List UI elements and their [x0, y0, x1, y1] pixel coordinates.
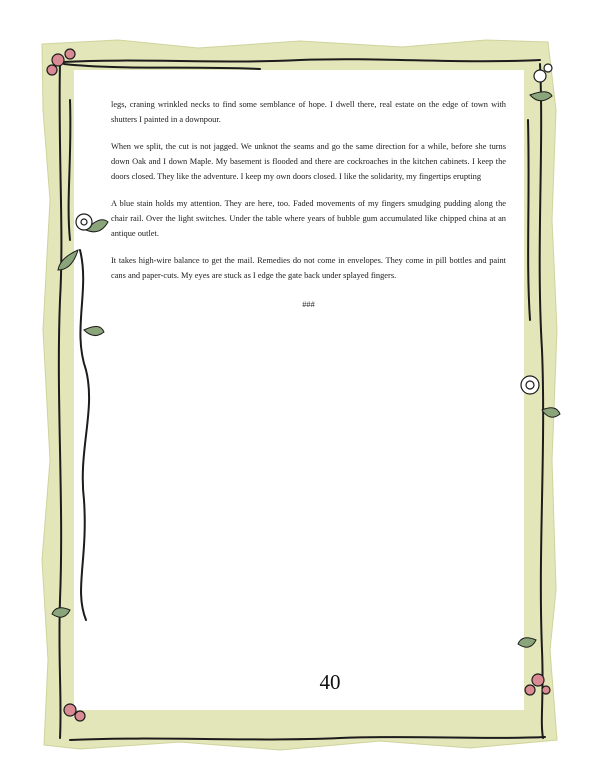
story-text: [111, 97, 506, 312]
flower-left-middle: [76, 214, 92, 230]
page-number: 40: [319, 670, 341, 694]
section-divider: ###: [302, 300, 315, 309]
paragraph-3: A blue stain holds my attention. They are here, too. Faded movements of my fingers smudging pudding along the chair rail. Over the light switches. Under the table where years of bubble gum accumulated like chipped china at an antique outlet.: [111, 199, 506, 238]
paragraph-4: It takes high-wire balance to get the mail. Remedies do not come in envelopes. They come in pill bottles and paint cans and paper-cuts. My eyes are stuck as I edge the gate back under splayed fingers.: [111, 256, 506, 280]
paragraph-1: legs, craning wrinkled necks to find some semblance of hope. I dwell there, real estate on the edge of town with shutters I painted in a downpour.: [111, 100, 506, 124]
flower-right-middle: [521, 376, 539, 394]
paragraph-2: When we split, the cut is not jagged. We unknot the seams and go the same direction for a while, before she turns down Oak and I down Maple. My basement is flooded and there are cockroaches in the kitchen cabinets. I keep the doors closed. They like the adventure. I keep my own doors closed. I like the solidarity, my fingertips erupting: [111, 142, 506, 181]
